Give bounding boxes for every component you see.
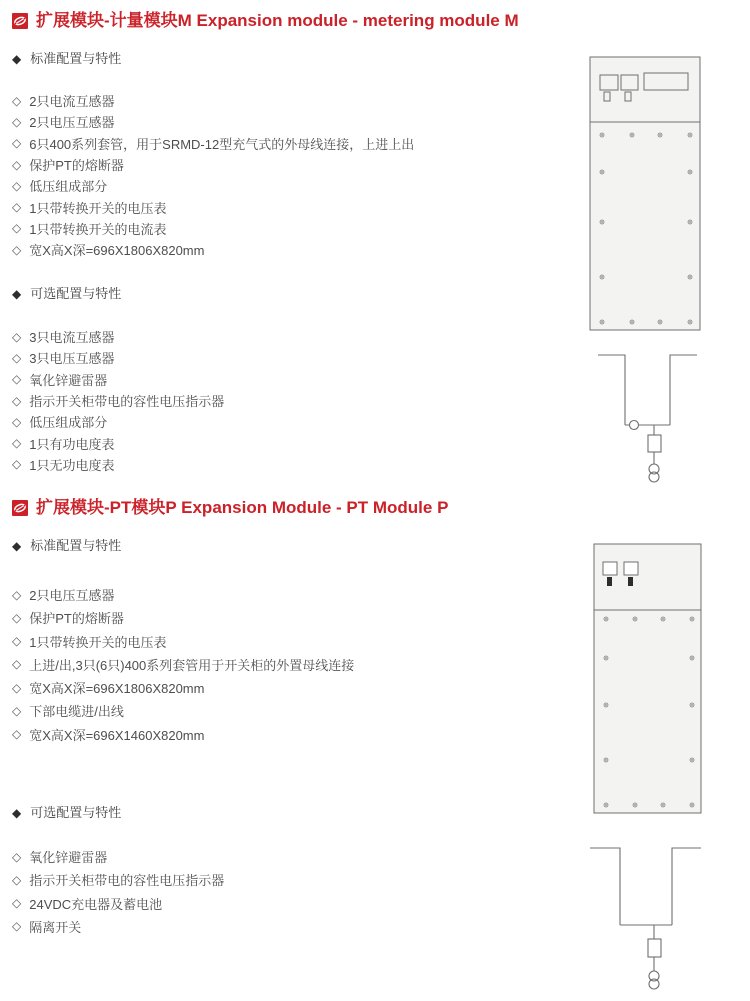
list-item-text: 保护PT的熔断器 [29,611,124,627]
list-item [12,390,224,411]
list-item-text: 1只有功电度表 [29,436,115,452]
list-item [12,676,354,699]
list-item [12,218,414,239]
list-item-text: 24VDC充电器及蓄电池 [29,896,163,912]
optional-list-1 [12,326,224,475]
list-item [12,369,224,390]
cabinet-front-view-pt-figure [590,538,705,818]
list-item-text: 2只电流互感器 [29,94,115,110]
diamond-hollow-icon: ◇ [12,457,22,472]
single-line-diagram-pt-figure [585,842,710,997]
diamond-filled-icon: ◆ [12,806,22,820]
diamond-hollow-icon: ◇ [12,350,22,365]
list-item-text: 低压组成部分 [29,179,108,195]
diamond-hollow-icon: ◇ [12,919,22,934]
list-item-text: 隔离开关 [29,919,82,935]
section-title: 扩展模块-PT模块P Expansion Module - PT Module P [36,498,449,517]
diamond-filled-icon: ◆ [12,287,22,301]
group-heading-text: 可选配置与特性 [30,286,122,301]
list-item-text: 1只带转换开关的电压表 [29,634,167,650]
list-item [12,606,354,629]
diamond-hollow-icon: ◇ [12,393,22,408]
ct-symbol [630,421,639,430]
group-heading-optional-1 [12,287,121,301]
list-item [12,915,224,938]
list-item [12,845,224,868]
fuse-symbol [648,435,661,452]
diamond-hollow-icon: ◇ [12,727,22,742]
group-heading-text: 标准配置与特性 [30,51,122,66]
list-item-text: 1只无功电度表 [29,457,115,473]
diamond-hollow-icon: ◇ [12,114,22,129]
list-item-text: 指示开关柜带电的容性电压指示器 [29,873,225,889]
diamond-filled-icon: ◆ [12,539,22,553]
list-item-text: 1只带转换开关的电压表 [29,200,167,216]
list-item-text: 1只带转换开关的电流表 [29,221,167,237]
list-item [12,432,224,453]
list-item-text: 下部电缆进/出线 [29,704,124,720]
list-item-text: 指示开关柜带电的容性电压指示器 [29,394,225,410]
cabinet-front-view-metering-figure [585,50,710,335]
list-item-text: 2只电压互感器 [29,115,115,131]
list-item [12,90,414,111]
diamond-hollow-icon: ◇ [12,849,22,864]
list-item [12,653,354,676]
list-item [12,630,354,653]
section-title: 扩展模块-计量模块M Expansion module - metering module M [36,11,519,30]
optional-list-2 [12,845,224,938]
list-item-text: 低压组成部分 [29,415,108,431]
diamond-hollow-icon: ◇ [12,703,22,718]
list-item-text: 2只电压互感器 [29,588,115,604]
group-heading-standard-1 [12,52,121,66]
list-item [12,326,224,347]
section-header-pt [12,498,448,518]
list-item-text: 3只电压互感器 [29,351,115,367]
list-item [12,175,414,196]
list-item-text: 氧化锌避雷器 [29,372,108,388]
list-item-text: 宽X高X深=696X1460X820mm [29,727,205,743]
diamond-hollow-icon: ◇ [12,93,22,108]
list-item-text: 宽X高X深=696X1806X820mm [29,243,205,259]
group-heading-text: 可选配置与特性 [30,805,122,820]
diamond-hollow-icon: ◇ [12,587,22,602]
diamond-hollow-icon: ◇ [12,896,22,911]
list-item-text: 氧化锌避雷器 [29,850,108,866]
diamond-hollow-icon: ◇ [12,436,22,451]
list-item-text: 宽X高X深=696X1806X820mm [29,681,205,697]
list-item [12,583,354,606]
standard-list-1 [12,90,414,260]
list-item [12,239,414,260]
diamond-hollow-icon: ◇ [12,414,22,429]
list-item [12,347,224,368]
list-item-text: 保护PT的熔断器 [29,158,124,174]
list-item-text: 6只400系列套管，用于SRMD-12型充气式的外母线连接，上进上出 [29,136,415,152]
diamond-hollow-icon: ◇ [12,372,22,387]
single-line-diagram-metering-figure [590,348,705,488]
diamond-hollow-icon: ◇ [12,329,22,344]
group-heading-text: 标准配置与特性 [30,538,122,553]
section-header-metering [12,11,519,31]
diamond-filled-icon: ◆ [12,52,22,66]
brand-logo-icon [12,13,28,29]
diamond-hollow-icon: ◇ [12,657,22,672]
list-item [12,154,414,175]
diamond-hollow-icon: ◇ [12,221,22,236]
diamond-hollow-icon: ◇ [12,200,22,215]
diamond-hollow-icon: ◇ [12,136,22,151]
list-item [12,699,354,722]
list-item-text: 上进/出,3只(6只)400系列套管用于开关柜的外置母线连接 [29,657,355,673]
list-item [12,454,224,475]
brand-logo-icon [12,500,28,516]
list-item [12,868,224,891]
diamond-hollow-icon: ◇ [12,680,22,695]
diamond-hollow-icon: ◇ [12,872,22,887]
list-item [12,196,414,217]
standard-list-2 [12,583,354,746]
group-heading-optional-2 [12,806,121,820]
diamond-hollow-icon: ◇ [12,610,22,625]
diamond-hollow-icon: ◇ [12,634,22,649]
fuse-symbol [648,939,661,957]
list-item [12,892,224,915]
list-item-text: 3只电流互感器 [29,330,115,346]
list-item [12,133,414,154]
diamond-hollow-icon: ◇ [12,242,22,257]
list-item [12,411,224,432]
group-heading-standard-2 [12,539,121,553]
list-item [12,723,354,746]
diamond-hollow-icon: ◇ [12,157,22,172]
diamond-hollow-icon: ◇ [12,178,22,193]
list-item [12,111,414,132]
